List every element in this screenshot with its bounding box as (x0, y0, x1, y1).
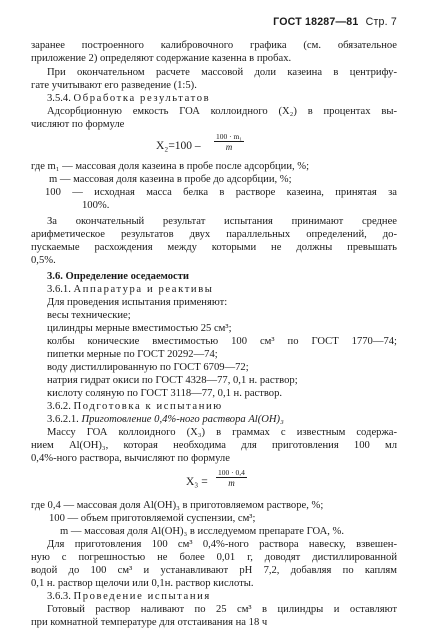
formula-1-numerator: 100 · m₁ (216, 132, 242, 141)
text-line: Для проведения испытания применяют: (47, 297, 228, 308)
text-line: 100%. (82, 200, 110, 211)
text-line: при комнатной температуре для отстаивания на 18 ч (31, 617, 268, 628)
text-line: числяют по формуле (31, 119, 125, 130)
text-line: За окончательный результат испытания принимают среднее (47, 216, 397, 227)
text-line: m — массовая доля казеина в пробе до адсорбции, %; (49, 174, 292, 185)
text-line: где m₁ — массовая доля казеина в пробе после адсорбции, %; (31, 161, 310, 172)
section-heading-3-6: 3.6. Определение оседаемости (47, 271, 190, 282)
text-line: весы технические; (47, 310, 131, 321)
formula-1-denominator: m (225, 142, 233, 152)
text-line: Для приготовления 100 см³ 0,4%-ного раствора навеску, взвешен- (47, 539, 397, 550)
section-heading-3-6-2-1: 3.6.2.1. Приготовление 0,4%-ного раствора Al(OH)₃ (47, 414, 284, 425)
text-line: кислоту соляную по ГОСТ 3118—77, 0,1 н. раствор. (47, 388, 283, 399)
text-line: нием Al(OH)₃, которая необходима для приготовления 100 мл (31, 440, 397, 451)
section-heading-3-6-1: 3.6.1. Аппаратура и реактивы (47, 284, 214, 295)
formula-2-denominator: m (228, 478, 235, 488)
text-line: гате учитывают его разведение (1:5). (31, 80, 197, 91)
text-line: Адсорбционную емкость ГОА коллоидного (X₂) в процентах вы- (47, 106, 397, 117)
text-line: ную с погрешностью не более 0,01 г, доводят дистиллированной (31, 552, 397, 563)
formula-1-fraction (214, 132, 244, 153)
text-line: Массу ГОА коллоидного (X₃) в граммах с известным содержа- (47, 427, 397, 438)
text-line: пипетки мерные по ГОСТ 20292—74; (47, 349, 218, 360)
text-line: водой до 100 см³ и устанавливают pH 7,2, добавляя по каплям (31, 565, 397, 576)
formula-2-lhs: X₃ = (186, 476, 208, 488)
text-line: где 0,4 — массовая доля Al(OH)₃ в приготовляемом растворе, %; (31, 500, 324, 511)
formula-1-lhs: X₂=100 – (156, 140, 201, 152)
text-line: 0,5%. (31, 255, 56, 266)
formula-2-numerator: 100 · 0,4 (218, 468, 245, 477)
text-line: Готовый раствор наливают по 25 см³ в цилиндры и оставляют (47, 604, 397, 615)
text-line: 0,4%-ного раствора, вычисляют по формуле (31, 453, 230, 464)
text-line: воду дистиллированную по ГОСТ 6709—72; (47, 362, 249, 373)
text-line: 0,1 н. раствор щелочи или 0,1н. раствор кислоты. (31, 578, 254, 589)
page-number: Стр. 7 (365, 16, 397, 28)
standard-number: ГОСТ 18287—81 (273, 16, 359, 28)
page-header (273, 16, 397, 28)
formula-2-fraction (216, 468, 247, 489)
section-heading-3-6-3: 3.6.3. Проведение испытания (47, 591, 211, 602)
text-line: При окончательном расчете массовой доли казеина в центрифу- (47, 67, 397, 78)
text-line: заранее построенного калибровочного графика (см. обязательное (31, 40, 397, 51)
text-line: арифметическое результатов двух параллельных определений, до- (31, 229, 397, 240)
text-line: пускаемые расхождения между которыми не должны превышать (31, 242, 397, 253)
text-line: цилиндры мерные вместимостью 25 см³; (47, 323, 232, 334)
text-line: m — массовая доля Al(OH)₃ в исследуемом препарате ГОА, %. (60, 526, 345, 537)
section-heading-3-5-4: 3.5.4. Обработка результатов (47, 93, 211, 104)
text-line: натрия гидрат окиси по ГОСТ 4328—77, 0,1 н. раствор; (47, 375, 298, 386)
text-line: 100 — объем приготовляемой суспензии, см³; (49, 513, 256, 524)
text-line: колбы конические вместимостью 100 см³ по ГОСТ 1770—74; (47, 336, 397, 347)
section-heading-3-6-2: 3.6.2. Подготовка к испытанию (47, 401, 223, 412)
text-line: приложение 2) определяют содержание казенна в пробах. (31, 53, 292, 64)
text-line: 100 — исходная масса белка в растворе казеина, принятая за (45, 187, 397, 198)
